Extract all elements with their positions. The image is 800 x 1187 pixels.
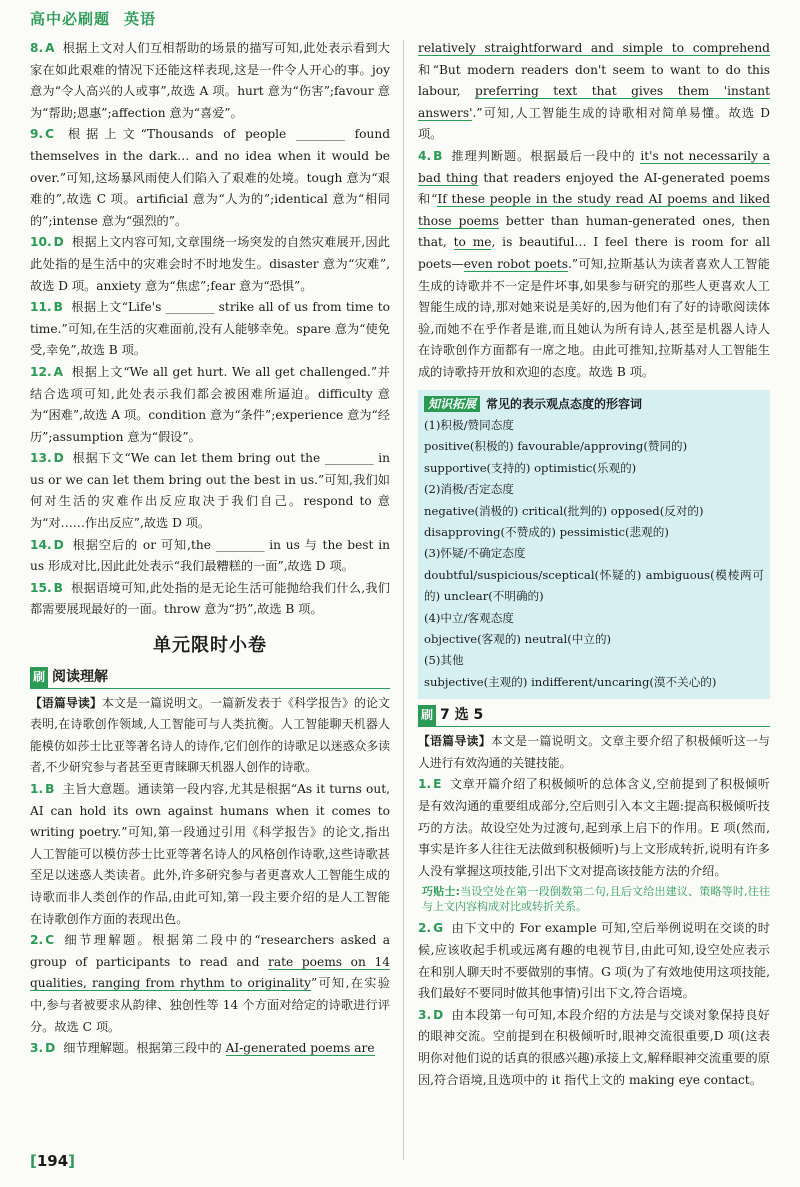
q-explanation: 细节理解题。根据第二段中的“researchers asked a group of participants to read and	[30, 933, 390, 969]
q-number: 3.	[418, 1007, 432, 1022]
q-explanation: that readers enjoyed the AI-generated poems 和“	[418, 170, 770, 207]
left-column	[30, 38, 390, 1060]
q-explanation: 由本段第一句可知,本段介绍的方法是与交谈对象保持良好的眼神交流。空前提到在积极倾听时,眼神交流很重要,D 项(这表明你对他们说的话真的很感兴趣)承接上文,解释眼神交流重要的原因,符合语境,且选项中的 it 指代上文的 making eye contact。	[418, 1007, 770, 1087]
q-explanation: 根据上文“Life's ________ strike all of us from time to time.”可知,在生活的灾难面前,没有人能够幸免。spare 意为“使免受,幸免”,故选 B 项。	[30, 300, 390, 358]
guide-text: 本文是一篇说明文。一篇新发表于《科学报告》的论文表明,在诗歌创作领域,人工智能可与人类抗衡。人工智能聊天机器人能模仿如莎士比亚等著名诗人的诗作,它们创作的诗歌足以迷惑众多读者,不少研究参与者甚至更青睐聊天机器人创作的诗歌。	[30, 695, 390, 775]
q-number: 2.	[30, 933, 44, 948]
q-answer: D	[45, 1041, 56, 1056]
q-explanation: better than human-generated ones, then that,	[418, 213, 770, 250]
q-answer: B	[45, 782, 55, 796]
underlined-quote: to me	[453, 235, 492, 250]
seven-passage-guide	[418, 731, 770, 774]
q-answer: D	[53, 235, 64, 250]
reading-q2	[30, 930, 390, 1038]
q-number: 15.	[30, 580, 52, 595]
q-number: 13.	[30, 451, 52, 466]
reading-q3	[30, 1038, 390, 1060]
knowledge-list	[424, 415, 764, 693]
answer-item	[30, 535, 390, 578]
q-explanation: , is beautiful… I feel there is room for all poets—	[418, 235, 770, 271]
q-answer: G	[433, 921, 444, 936]
section-title: 单元限时小卷	[153, 635, 267, 657]
reading-tag-label: 阅读理解	[52, 668, 109, 685]
q-explanation: 主旨大意题。通读第一段内容,尤其是根据“As it turns out, AI can hold its own against humans when it comes to writing poetry.”可知,第一段通过引用《科学报告》的论文,指出人工智能可以模仿莎士比亚等著名诗人的风格创作诗歌,这些诗歌甚至足以迷惑人类读者。此外,许多研究参与者更喜欢人工智能生成的诗歌而非人类创作的作品,由此可知,第一段主要介绍的是人工智能在诗歌创作方面的表现出色。	[30, 782, 390, 926]
knowledge-line: (5)其他	[424, 653, 464, 668]
q-number: 1.	[30, 782, 44, 796]
q-explanation: 根据空后的 or 可知,the ________ in us 与 the best in us 形成对比,因此此处表示“我们最糟糕的一面”,故选 D 项。	[30, 537, 390, 574]
q-explanation: 根据上文“Thousands of people ________ found themselves in the dark… and no idea when it would be over.”可知,这场暴风雨使人们陷入了艰难的处境。tough 意为“艰难的”,故选 C 项。artificial 意为“人为的”;identical 意为“相同的”;intense 意为“强烈的”。	[30, 127, 390, 228]
knowledge-badge: 知识拓展	[424, 396, 480, 412]
answer-item	[30, 297, 390, 362]
q-explanation: 根据下文“We can let them bring out the ________ in us or we can let them bring out the best in us.”可知,我们如何对生活的灾难作出反应取决于我们自己。respond to 意为“对……作出反应”,故选 D 项。	[30, 451, 390, 531]
q-explanation: 推理判断题。根据最后一段中的	[450, 148, 641, 163]
q-explanation-end: .”可知,拉斯基认为读者喜欢人工智能生成的诗歌并不一定是件坏事,如果参与研究的那些人更喜欢人工智能生成的诗,那对她来说是美好的,因为他们有了好的诗歌阅读体验,而她不在乎作者是谁,而且她认为所有诗人,甚至是机器人诗人在诗歌创作方面都有一席之地。由此可推知,拉斯基对人工智能生成的诗歌持开放和欢迎的态度。故选 B 项。	[418, 256, 770, 379]
q-answer: C	[45, 127, 55, 142]
knowledge-title: 常见的表示观点态度的形容词	[486, 396, 643, 411]
reading-q1	[30, 779, 390, 930]
guide-text: 本文是一篇说明文。文章主要介绍了积极倾听这一与人进行有效沟通的关键技能。	[418, 734, 770, 770]
underlined-quote: preferring text that gives them 'instant answers'	[418, 84, 770, 120]
q-explanation-end: ”可知,在实验中,参与者被要求从韵律、独创性等 14 个方面对给定的诗歌进行评分。故选 C 项。	[30, 976, 391, 1034]
q-number: 8.	[30, 41, 44, 55]
underlined-quote: rate poems on 14 qualities, ranging from rhythm to originality	[30, 954, 390, 991]
seven-q2	[418, 918, 770, 1004]
q-explanation: 由下文中的 For example 可知,空后举例说明在交谈的时候,应该收起手机或远离有趣的电视节目,由此可知,设空处应表示在和别人聊天时不要做别的事情。G 项(为了有效地使用这项技能,我们最好不要同时做其他事情)引出下文,符合语境。	[418, 921, 770, 1001]
tip-note	[418, 884, 770, 914]
knowledge-line: (2)消极/否定态度	[424, 482, 514, 497]
q-explanation: 文章开篇介绍了积极倾听的总体含义,空前提到了积极倾听是有效沟通的重要组成部分,空后则引入本文主题:提高积极倾听技巧的方法。故设空处为过渡句,起到承上启下的作用。E 项(然而,事实是许多人往往无法做到积极倾听)与上文形成转折,说明有许多人没有掌握这项技能,引出下文对提高该技能方法的介绍。	[418, 777, 770, 878]
seven-tag	[418, 705, 483, 727]
answer-item	[30, 578, 390, 621]
answer-item	[30, 362, 390, 448]
seven-q3	[418, 1005, 770, 1091]
knowledge-line: supportive(支持的) optimistic(乐观的)	[424, 460, 637, 475]
guide-label: 【语篇导读】	[30, 695, 103, 710]
q-explanation: 根据上文“We all get hurt. We all get challenged.”并结合选项可知,此处表示我们都会被困难所逼迫。difficulty 意为“困难”,故选 A 项。condition 意为“条件”;experience 意为“经历”;assumption 意为“假设”。	[30, 364, 390, 444]
book-name: 高中必刷题	[30, 10, 111, 28]
q-explanation-end: .”可知,人工智能生成的诗歌相对简单易懂。故选 D 项。	[418, 105, 770, 142]
underlined-quote: it's not necessarily a bad thing	[418, 148, 770, 185]
q-explanation: 和“But modern readers don't seem to want to do this labour,	[418, 62, 770, 99]
underlined-quote: AI-generated poems are	[225, 1041, 375, 1056]
subject-name: 英语	[124, 10, 157, 28]
knowledge-line: (3)怀疑/不确定态度	[424, 546, 526, 561]
q-answer: A	[53, 364, 64, 379]
q-number: 4.	[418, 148, 432, 163]
q-explanation: 根据上文对人们互相帮助的场景的描写可知,此处表示看到大家在如此艰难的情况下还能这样表现,这是一件令人开心的事。joy 意为“令人高兴的人或事”,故选 A 项。hurt 意为“伤害”;favour 意为“帮助;恩惠”;affection 意为“喜爱”。	[30, 41, 390, 120]
book-title	[30, 8, 170, 29]
seven-tag-label: 7 选 5	[440, 707, 484, 724]
column-divider	[403, 40, 404, 1160]
q-explanation: 细节理解题。根据第三段中的	[63, 1041, 226, 1056]
tip-label: 巧贴士:	[422, 885, 461, 899]
tip-text: 当设空处在第一段倒数第二句,且后文给出建议、策略等时,往往与上文内容构成对比或转折关系。	[422, 885, 770, 914]
q-answer: B	[53, 300, 63, 315]
q-answer: B	[433, 148, 443, 163]
reading-q3-continued	[418, 38, 770, 146]
knowledge-line: objective(客观的) neutral(中立的)	[424, 631, 612, 646]
answer-list-top	[30, 38, 390, 621]
q-number: 9.	[30, 127, 44, 142]
right-column	[418, 38, 770, 1091]
reading-q4	[418, 146, 770, 384]
q-number: 11.	[30, 300, 52, 315]
q-explanation: 根据上文内容可知,文章围绕一场突发的自然灾难展开,因此此处指的是生活中的灾难会时不时地发生。disaster 意为“灾难”,故选 D 项。anxiety 意为“焦虑”;fear 意为“恐惧”。	[30, 235, 390, 293]
guide-label: 【语篇导读】	[418, 734, 491, 749]
reading-passage-guide	[30, 693, 390, 779]
answer-item	[30, 448, 390, 534]
seven-q1	[418, 774, 770, 882]
knowledge-line: (1)积极/赞同态度	[424, 417, 514, 432]
q-number: 14.	[30, 537, 52, 552]
underlined-quote: relatively straightforward and simple to comprehend	[418, 41, 770, 55]
q-answer: D	[433, 1007, 444, 1022]
q-number: 1.	[418, 777, 432, 792]
q-number: 2.	[418, 921, 432, 936]
brush-badge: 刷	[418, 705, 436, 727]
knowledge-line: subjective(主观的) indifferent/uncaring(漠不关心的)	[424, 674, 717, 689]
underlined-quote: even robot poets	[463, 256, 568, 271]
q-answer: B	[53, 580, 63, 595]
q-answer: E	[433, 777, 442, 792]
knowledge-line: doubtful/suspicious/sceptical(怀疑的) ambiguous(模棱两可的) unclear(不明确的)	[424, 567, 764, 604]
knowledge-line: disapproving(不赞成的) pessimistic(悲观的)	[424, 524, 669, 539]
knowledge-line: (4)中立/客观态度	[424, 610, 514, 625]
knowledge-box-header	[424, 394, 764, 415]
q-number: 3.	[30, 1041, 44, 1056]
page-number: [194]	[30, 1152, 76, 1170]
answer-item	[30, 232, 390, 297]
knowledge-line: positive(积极的) favourable/approving(赞同的)	[424, 439, 688, 454]
brush-badge: 刷	[30, 667, 48, 689]
q-answer: D	[53, 537, 64, 552]
reading-tag-bar	[30, 667, 390, 689]
answer-item	[30, 124, 390, 232]
q-number: 10.	[30, 235, 52, 250]
knowledge-line: negative(消极的) critical(批判的) opposed(反对的)	[424, 503, 704, 518]
q-answer: A	[45, 41, 55, 55]
page-header	[0, 0, 800, 36]
q-number: 12.	[30, 364, 52, 379]
reading-tag	[30, 667, 108, 689]
seven-tag-bar	[418, 705, 770, 727]
q-answer: C	[45, 933, 55, 948]
knowledge-box	[418, 390, 770, 700]
underlined-quote: If these people in the study read AI poems and liked those poems	[418, 192, 770, 228]
q-explanation: 根据语境可知,此处指的是无论生活可能抛给我们什么,我们都需要展现最好的一面。throw 意为“扔”,故选 B 项。	[30, 580, 390, 617]
answer-item	[30, 38, 390, 124]
q-answer: D	[53, 451, 64, 466]
